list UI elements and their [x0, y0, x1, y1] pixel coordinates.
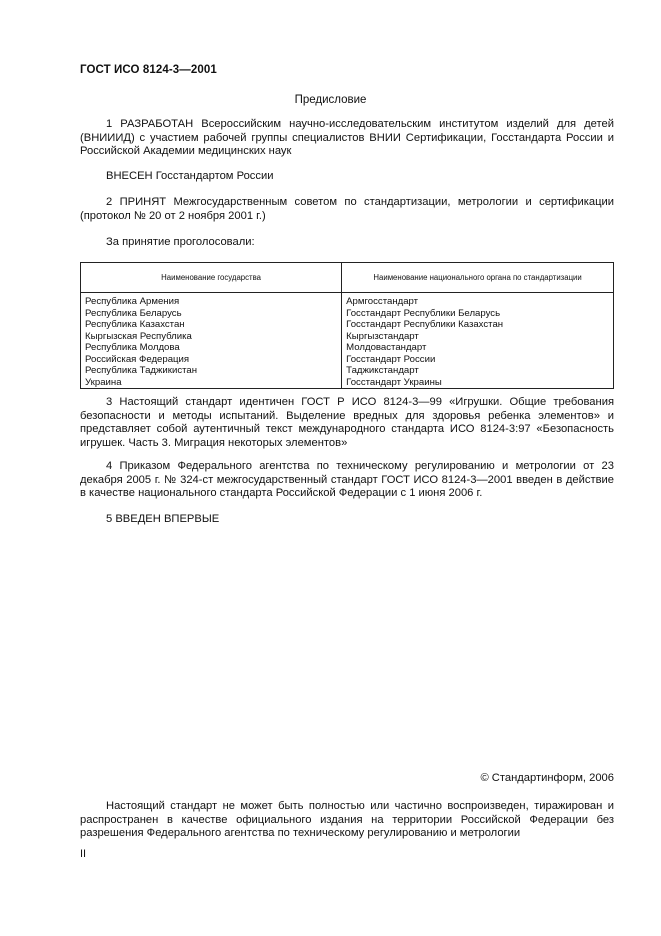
paragraph-vnesen: [80, 170, 614, 184]
table-header-body: Наименование национального органа по стандартизации: [342, 263, 614, 293]
paragraph-vote-text: За принятие проголосовали:: [106, 236, 255, 248]
paragraph-vote: [80, 236, 614, 250]
table-cell-state: Украина: [81, 377, 342, 389]
table-cell-state: Республика Беларусь: [81, 308, 342, 320]
table-cell-state: Республика Молдова: [81, 342, 342, 354]
paragraph-5: [80, 513, 614, 527]
table-row: [81, 342, 614, 354]
paragraph-2-text: 2 ПРИНЯТ Межгосударственным советом по стандартизации, метрологии и сертификации (протокол № 20 от 2 ноября 2001 г.): [80, 196, 614, 222]
table-cell-state: Республика Таджикистан: [81, 365, 342, 377]
table-header-row: [81, 263, 614, 293]
paragraph-1: [80, 118, 614, 159]
table-row: [81, 331, 614, 343]
table-row: [81, 308, 614, 320]
table-row: [81, 319, 614, 331]
table-row: [81, 377, 614, 389]
paragraph-4-text: 4 Приказом Федерального агентства по техническому регулированию и метрологии от 23 декабря 2005 г. № 324-ст межгосударственный стандарт ГОСТ ИСО 8124-3—2001 введен в действие в качестве национального стандарта Российской Федерации с 1 июня 2006 г.: [80, 460, 614, 499]
voting-table: [80, 262, 614, 389]
table-cell-body: Молдовастандарт: [342, 342, 614, 354]
paragraph-3: [80, 396, 614, 450]
footer-note: [80, 800, 614, 841]
footer-note-text: Настоящий стандарт не может быть полностью или частично воспроизведен, тиражирован и распространен в качестве официального издания на территории Российской Федерации без разрешения Федерального агентства по техническому регулированию и метрологии: [80, 800, 614, 839]
paragraph-5-text: 5 ВВЕДЕН ВПЕРВЫЕ: [106, 513, 220, 525]
page-number: II: [80, 848, 87, 860]
table-cell-state: Республика Армения: [81, 293, 342, 308]
document-code-header: ГОСТ ИСО 8124-3—2001: [80, 64, 217, 76]
paragraph-2: [80, 196, 614, 223]
table-header-state: Наименование государства: [81, 263, 342, 293]
table-cell-body: Госстандарт России: [342, 354, 614, 366]
table-cell-body: Госстандарт Украины: [342, 377, 614, 389]
table-cell-body: Армгосстандарт: [342, 293, 614, 308]
table-cell-state: Российская Федерация: [81, 354, 342, 366]
paragraph-3-text: 3 Настоящий стандарт идентичен ГОСТ Р ИСО 8124-3—99 «Игрушки. Общие требования безопасности и методы испытаний. Выделение вредных для здоровья ребенка элементов» и представляет собой аутентичный текст международного стандарта ИСО 8124-3:97 «Безопасность игрушек. Часть 3. Миграция некоторых элементов»: [80, 396, 614, 449]
paragraph-vnesen-text: ВНЕСЕН Госстандартом России: [106, 170, 274, 182]
copyright-line: © Стандартинформ, 2006: [480, 772, 614, 784]
table-cell-body: Госстандарт Республики Беларусь: [342, 308, 614, 320]
paragraph-4: [80, 460, 614, 501]
table-cell-state: Кыргызская Республика: [81, 331, 342, 343]
table-cell-body: Таджикстандарт: [342, 365, 614, 377]
table-row: [81, 365, 614, 377]
table-row: [81, 354, 614, 366]
table-cell-state: Республика Казахстан: [81, 319, 342, 331]
section-title: Предисловие: [294, 94, 367, 106]
paragraph-1-text: 1 РАЗРАБОТАН Всероссийским научно-исследовательским институтом изделий для детей (ВНИИИД) с участием рабочей группы специалистов ВНИИ Сертификации, Госстандарта России и Российской Академии медицинских наук: [80, 118, 614, 157]
table-cell-body: Кыргызстандарт: [342, 331, 614, 343]
table-row: [81, 293, 614, 308]
table-cell-body: Госстандарт Республики Казахстан: [342, 319, 614, 331]
